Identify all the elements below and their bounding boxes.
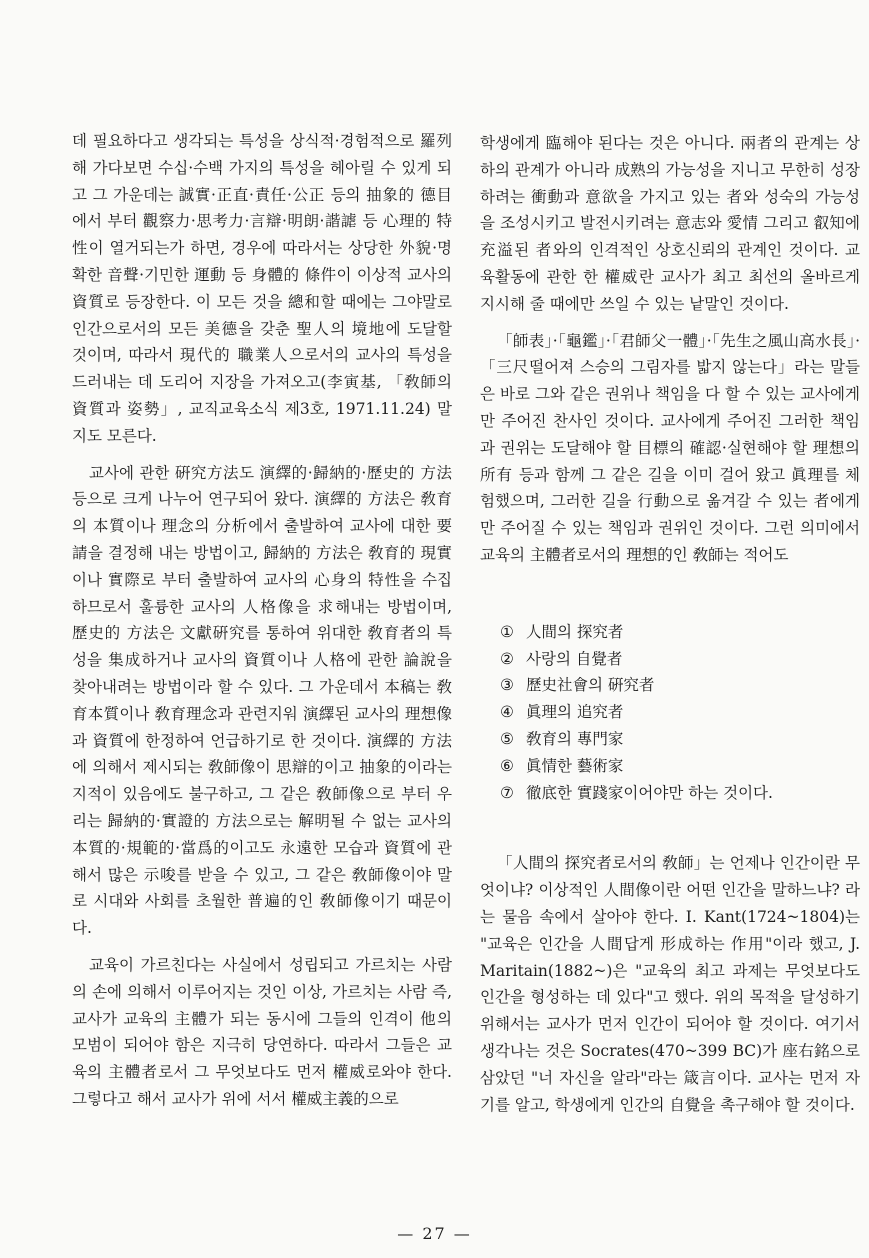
page-number: — 27 — [397, 1224, 472, 1243]
list-item [500, 619, 860, 646]
right-paragraph-1: 학생에게 臨해야 된다는 것은 아니다. 兩者의 관계는 상하의 관계가 아니라 成熟의 가능성을 지니고 무한히 성장하려는 衝動과 意欲을 가지고 있는 者와 성숙의 가능성을 조성시키고 발전시키려는 意志와 愛情 그리고 叡知에 充溢된 者와의 인격적인 상호신뢰의 관계인 것이다. 교육활동에 관한 한 權威란 교사가 최고 최선의 올바르게 지시해 줄 때에만 쓰일 수 있는 낱말인 것이다. [480, 134, 860, 313]
right-column [480, 130, 860, 1118]
left-paragraph-3: 교육이 가르친다는 사실에서 성립되고 가르치는 사람의 손에 의해서 이루어지는 것인 이상, 가르치는 사람 즉, 교사가 교육의 主體가 되는 동시에 그들의 인격이 他의 모범이 되어야 함은 지극히 당연하다. 따라서 그들은 교육의 主體者로서 그 무엇보다도 먼저 權威로와야 한다. 그렇다고 해서 교사가 위에 서서 權威主義的으로 [72, 955, 452, 1108]
right-paragraph-2: 「師表」·「龜鑑」·「君師父一體」·「先生之風山高水長」·「三尺떨어져 스승의 그림자를 밟지 않는다」라는 말들은 바로 그와 같은 권위나 책임을 다 할 수 있는 교사에게만 주어진 찬사인 것이다. 교사에게 주어진 그러한 책임과 권위는 도달해야 할 目標의 確認·실현해야 할 理想의 所有 등과 함께 그 같은 길을 이미 걸어 왔고 眞理를 체험했으며, 그러한 길을 行動으로 옮겨갈 수 있는 者에게 만 주어질 수 있는 책임과 권위인 것이다. 그런 의미에서 교육의 主體者로서의 理想的인 敎師는 적어도 [480, 331, 861, 564]
left-paragraph-2: 교사에 관한 硏究方法도 演繹的·歸納的·歷史的 方法 등으로 크게 나누어 연구되어 왔다. 演繹的 方法은 敎育의 本質이나 理念의 分析에서 출발하여 교사에 대한 要請을 결정해 내는 방법이고, 歸納的 方法은 敎育的 現實이나 實際로 부터 출발하여 교사의 心身의 特性을 수집하므로서 훌륭한 교사의 人格像을 求해내는 방법이며, 歷史的 方法은 文獻硏究를 통하여 위대한 敎育者의 특성을 集成하거나 교사의 資質이나 人格에 관한 論說을 찾아내려는 방법이라 할 수 있다. 그 가운데서 本稿는 敎育本質이나 敎育理念과 관련지워 演繹된 교사의 理想像과 資質에 한정하여 언급하기로 한 것이다. 演繹的 方法에 의해서 제시되는 敎師像이 思辯的이고 抽象的이라는 지적이 있음에도 불구하고, 그 같은 敎師像으로 부터 우리는 歸納的·實證的 方法으로는 解明될 수 없는 교사의 本質的·規範的·當爲的이고도 永遠한 모습과 資質에 관해서 많은 示唆를 받을 수 있고, 그 같은 敎師像이야 말로 시대와 사회를 초월한 普遍的인 敎師像이기 때문이다. [72, 463, 452, 938]
list-marker: ⑤ [500, 729, 514, 748]
list-item-text: 歷史社會의 硏究者 [526, 676, 655, 695]
list-item [500, 780, 860, 807]
list-item-text: 사랑의 自覺者 [526, 649, 623, 668]
list-item-text: 人間의 探究者 [526, 622, 624, 641]
list-item-text: 眞理의 追究者 [526, 703, 624, 722]
list-marker: ② [500, 649, 514, 668]
list-marker: ③ [500, 676, 514, 695]
list-item [500, 726, 860, 753]
list-item [500, 646, 860, 673]
teacher-ideals-list [480, 619, 860, 807]
list-marker: ⑥ [500, 756, 514, 775]
list-item [500, 699, 860, 726]
list-marker: ④ [500, 703, 514, 722]
list-item [500, 672, 860, 699]
list-item-text: 敎育의 專門家 [526, 729, 624, 748]
left-column [72, 128, 452, 1113]
right-paragraph-3: 「人間의 探究者로서의 敎師」는 언제나 인간이란 무엇이냐? 이상적인 人間像이란 어떤 인간을 말하느냐? 라는 물음 속에서 살아야 한다. I. Kant(1724~1804)는 "교육은 인간을 人間답게 形成하는 作用"이라 했고, J. Maritain(1882~)은 "교육의 최고 과제는 무엇보다도 인간을 형성하는 데 있다"고 했다. 위의 목적을 달성하기 위해서는 교사가 먼저 인간이 되어야 할 것이다. 여기서 생각나는 것은 Socrates(470~399 BC)가 座右銘으로 삼았던 "너 자신을 알라"라는 箴言이다. 교사는 먼저 자기를 알고, 학생에게 인간의 自覺을 촉구해야 할 것이다. [480, 854, 860, 1114]
list-item-text: 眞情한 藝術家 [526, 756, 624, 775]
left-paragraph-1: 데 필요하다고 생각되는 특성을 상식적·경험적으로 羅列해 가다보면 수십·수백 가지의 특성을 헤아릴 수 있게 되고 그 가운데는 誠實·正直·責任·公正 등의 抽象的 德目에서 부터 觀察力·思考力·言辯·明朗·諧謔 등 心理的 特性이 열거되는가 하면, 경우에 따라서는 상당한 外貌·명확한 音聲·기민한 運動 등 身體的 條件이 이상적 교사의 資質로 등장한다. 이 모든 것을 總和할 때에는 그야말로 인간으로서의 모든 美德을 갖춘 聖人의 境地에 도달할 것이며, 따라서 現代的 職業人으로서의 교사의 특성을 드러내는 데 도리어 지장을 가져오고(李寅基, 「敎師의 資質과 姿勢」, 교직교육소식 제3호, 1971.11.24) 말지도 모른다. [72, 132, 452, 445]
list-marker: ⑦ [500, 783, 514, 802]
list-marker: ① [500, 622, 514, 641]
list-item [500, 753, 860, 780]
list-item-text: 徹底한 實踐家이어야만 하는 것이다. [526, 783, 773, 802]
